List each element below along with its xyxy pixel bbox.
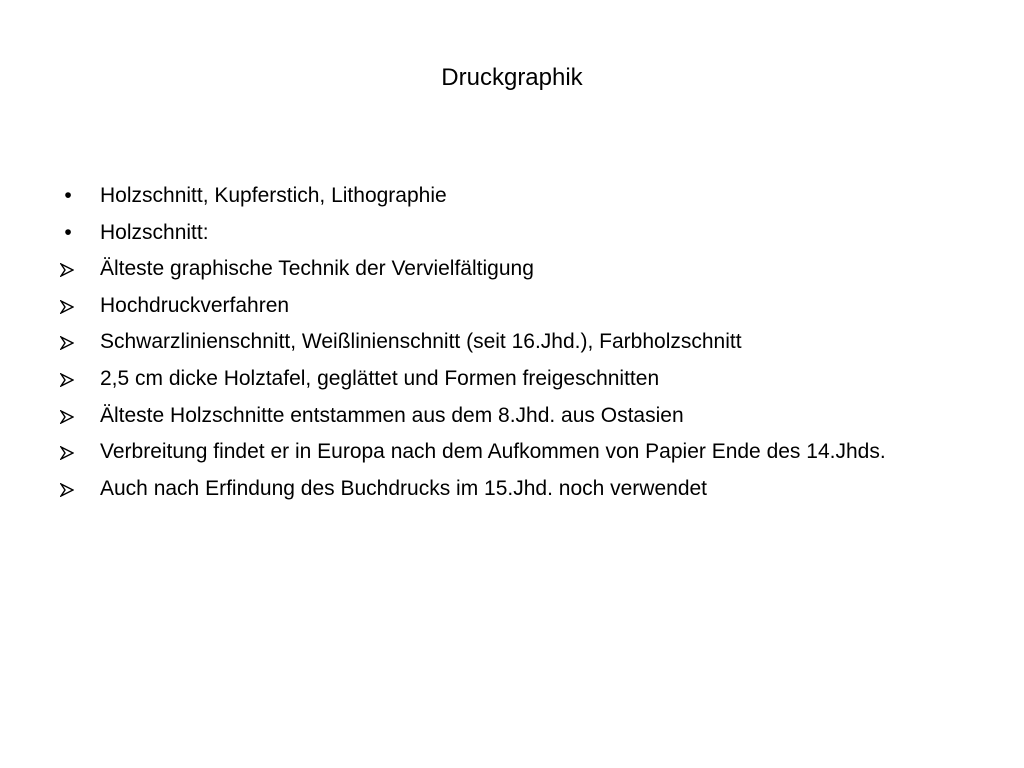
bullet-list (56, 182, 976, 511)
arrowhead-bullet-icon (60, 446, 74, 460)
bullet-item (56, 219, 976, 246)
bullet-dot-icon: • (64, 184, 72, 207)
bullet-text: Hochdruckverfahren (100, 293, 290, 317)
arrowhead-bullet-icon (60, 373, 74, 387)
arrowhead-bullet-icon (60, 410, 74, 424)
bullet-item (56, 328, 976, 355)
slide-title: Druckgraphik (441, 64, 583, 91)
bullet-item (56, 438, 976, 465)
bullet-dot-icon: • (64, 220, 72, 244)
arrowhead-bullet-icon (60, 483, 74, 497)
arrowhead-bullet-icon (60, 300, 74, 314)
bullet-item (56, 255, 976, 282)
arrowhead-bullet-icon (60, 336, 74, 350)
bullet-text: 2,5 cm dicke Holztafel, geglättet und Formen freigeschnitten (100, 366, 660, 390)
bullet-text: Auch nach Erfindung des Buchdrucks im 15.Jhd. noch verwendet (100, 476, 708, 500)
arrowhead-bullet-icon (60, 263, 74, 277)
bullet-item (56, 365, 976, 392)
bullet-text: Älteste Holzschnitte entstammen aus dem 8.Jhd. aus Ostasien (100, 403, 684, 427)
bullet-text: Schwarzlinienschnitt, Weißlinienschnitt (seit 16.Jhd.), Farbholzschnitt (100, 330, 742, 354)
bullet-text: Verbreitung findet er in Europa nach dem Aufkommen von Papier Ende des 14.Jhds. (100, 440, 886, 464)
bullet-item (56, 292, 976, 319)
bullet-item (56, 182, 976, 209)
bullet-item (56, 475, 976, 502)
bullet-text: Älteste graphische Technik der Vervielfältigung (100, 257, 534, 281)
bullet-item (56, 402, 976, 429)
bullet-text: Holzschnitt, Kupferstich, Lithographie (100, 184, 447, 207)
bullet-text: Holzschnitt: (100, 220, 209, 244)
